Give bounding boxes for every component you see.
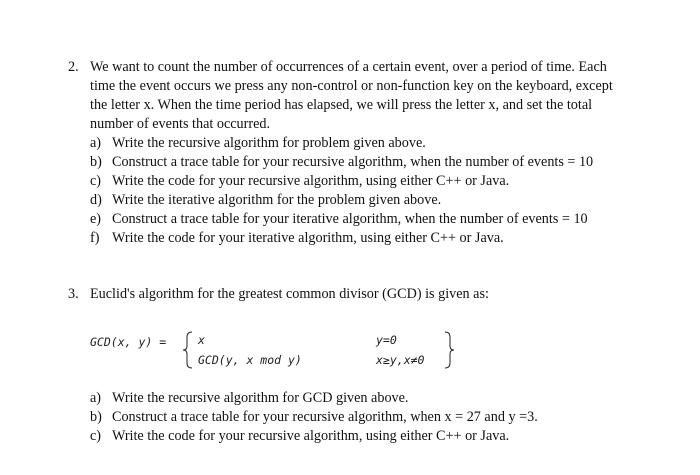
question-2-line-4: number of events that occurred. xyxy=(90,116,271,132)
question-2 xyxy=(68,58,668,138)
question-2-part-f xyxy=(90,229,504,248)
part-text: Write the iterative algorithm for the problem given above. xyxy=(112,192,442,208)
question-2-part-c xyxy=(90,172,509,191)
gcd-formula-lhs: GCD(x, y) = xyxy=(90,335,167,349)
formula-right-brace xyxy=(443,330,455,370)
question-2-number: 2. xyxy=(68,59,79,75)
part-label: e) xyxy=(90,211,102,227)
question-3-number: 3. xyxy=(68,286,79,302)
gcd-case-1-value: x xyxy=(198,333,205,347)
part-text: Construct a trace table for your iterative algorithm, when the number of events = 10 xyxy=(112,211,588,227)
question-2-line-3: the letter x. When the time period has elapsed, we will press the letter x, and set the total xyxy=(90,97,593,113)
question-2-part-b xyxy=(90,153,593,172)
part-text: Construct a trace table for your recursive algorithm, when the number of events = 10 xyxy=(112,154,594,170)
part-label: a) xyxy=(90,135,102,151)
part-text: Write the recursive algorithm for GCD given above. xyxy=(112,390,409,406)
question-2-part-e xyxy=(90,210,588,229)
part-label: b) xyxy=(90,409,102,425)
part-text: Write the code for your iterative algorithm, using either C++ or Java. xyxy=(112,230,504,246)
question-3-part-c xyxy=(90,427,509,446)
question-2-line-1: We want to count the number of occurrences of a certain event, over a period of time. Each xyxy=(90,59,607,75)
gcd-case-1-condition: y=0 xyxy=(376,333,397,347)
part-text: Write the code for your recursive algorithm, using either C++ or Java. xyxy=(112,173,510,189)
question-3-text: Euclid's algorithm for the greatest common divisor (GCD) is given as: xyxy=(90,286,489,302)
part-text: Write the code for your recursive algorithm, using either C++ or Java. xyxy=(112,428,510,444)
gcd-case-2-value: GCD(y, x mod y) xyxy=(198,353,302,367)
question-3-part-a xyxy=(90,389,408,408)
part-label: d) xyxy=(90,192,102,208)
question-2-line-2: time the event occurs we press any non-control or non-function key on the keyboard, except xyxy=(90,78,613,94)
part-label: c) xyxy=(90,173,102,189)
gcd-case-2-condition: x≥y,x≠0 xyxy=(376,353,425,367)
part-label: c) xyxy=(90,428,102,444)
part-text: Construct a trace table for your recursive algorithm, when x = 27 and y =3. xyxy=(112,409,538,425)
part-label: a) xyxy=(90,390,102,406)
formula-left-brace xyxy=(182,330,194,370)
question-3-part-b xyxy=(90,408,538,427)
question-2-part-a xyxy=(90,134,426,153)
part-label: b) xyxy=(90,154,102,170)
question-3 xyxy=(68,285,668,305)
part-label: f) xyxy=(90,230,100,246)
part-text: Write the recursive algorithm for problem given above. xyxy=(112,135,426,151)
question-2-part-d xyxy=(90,191,441,210)
